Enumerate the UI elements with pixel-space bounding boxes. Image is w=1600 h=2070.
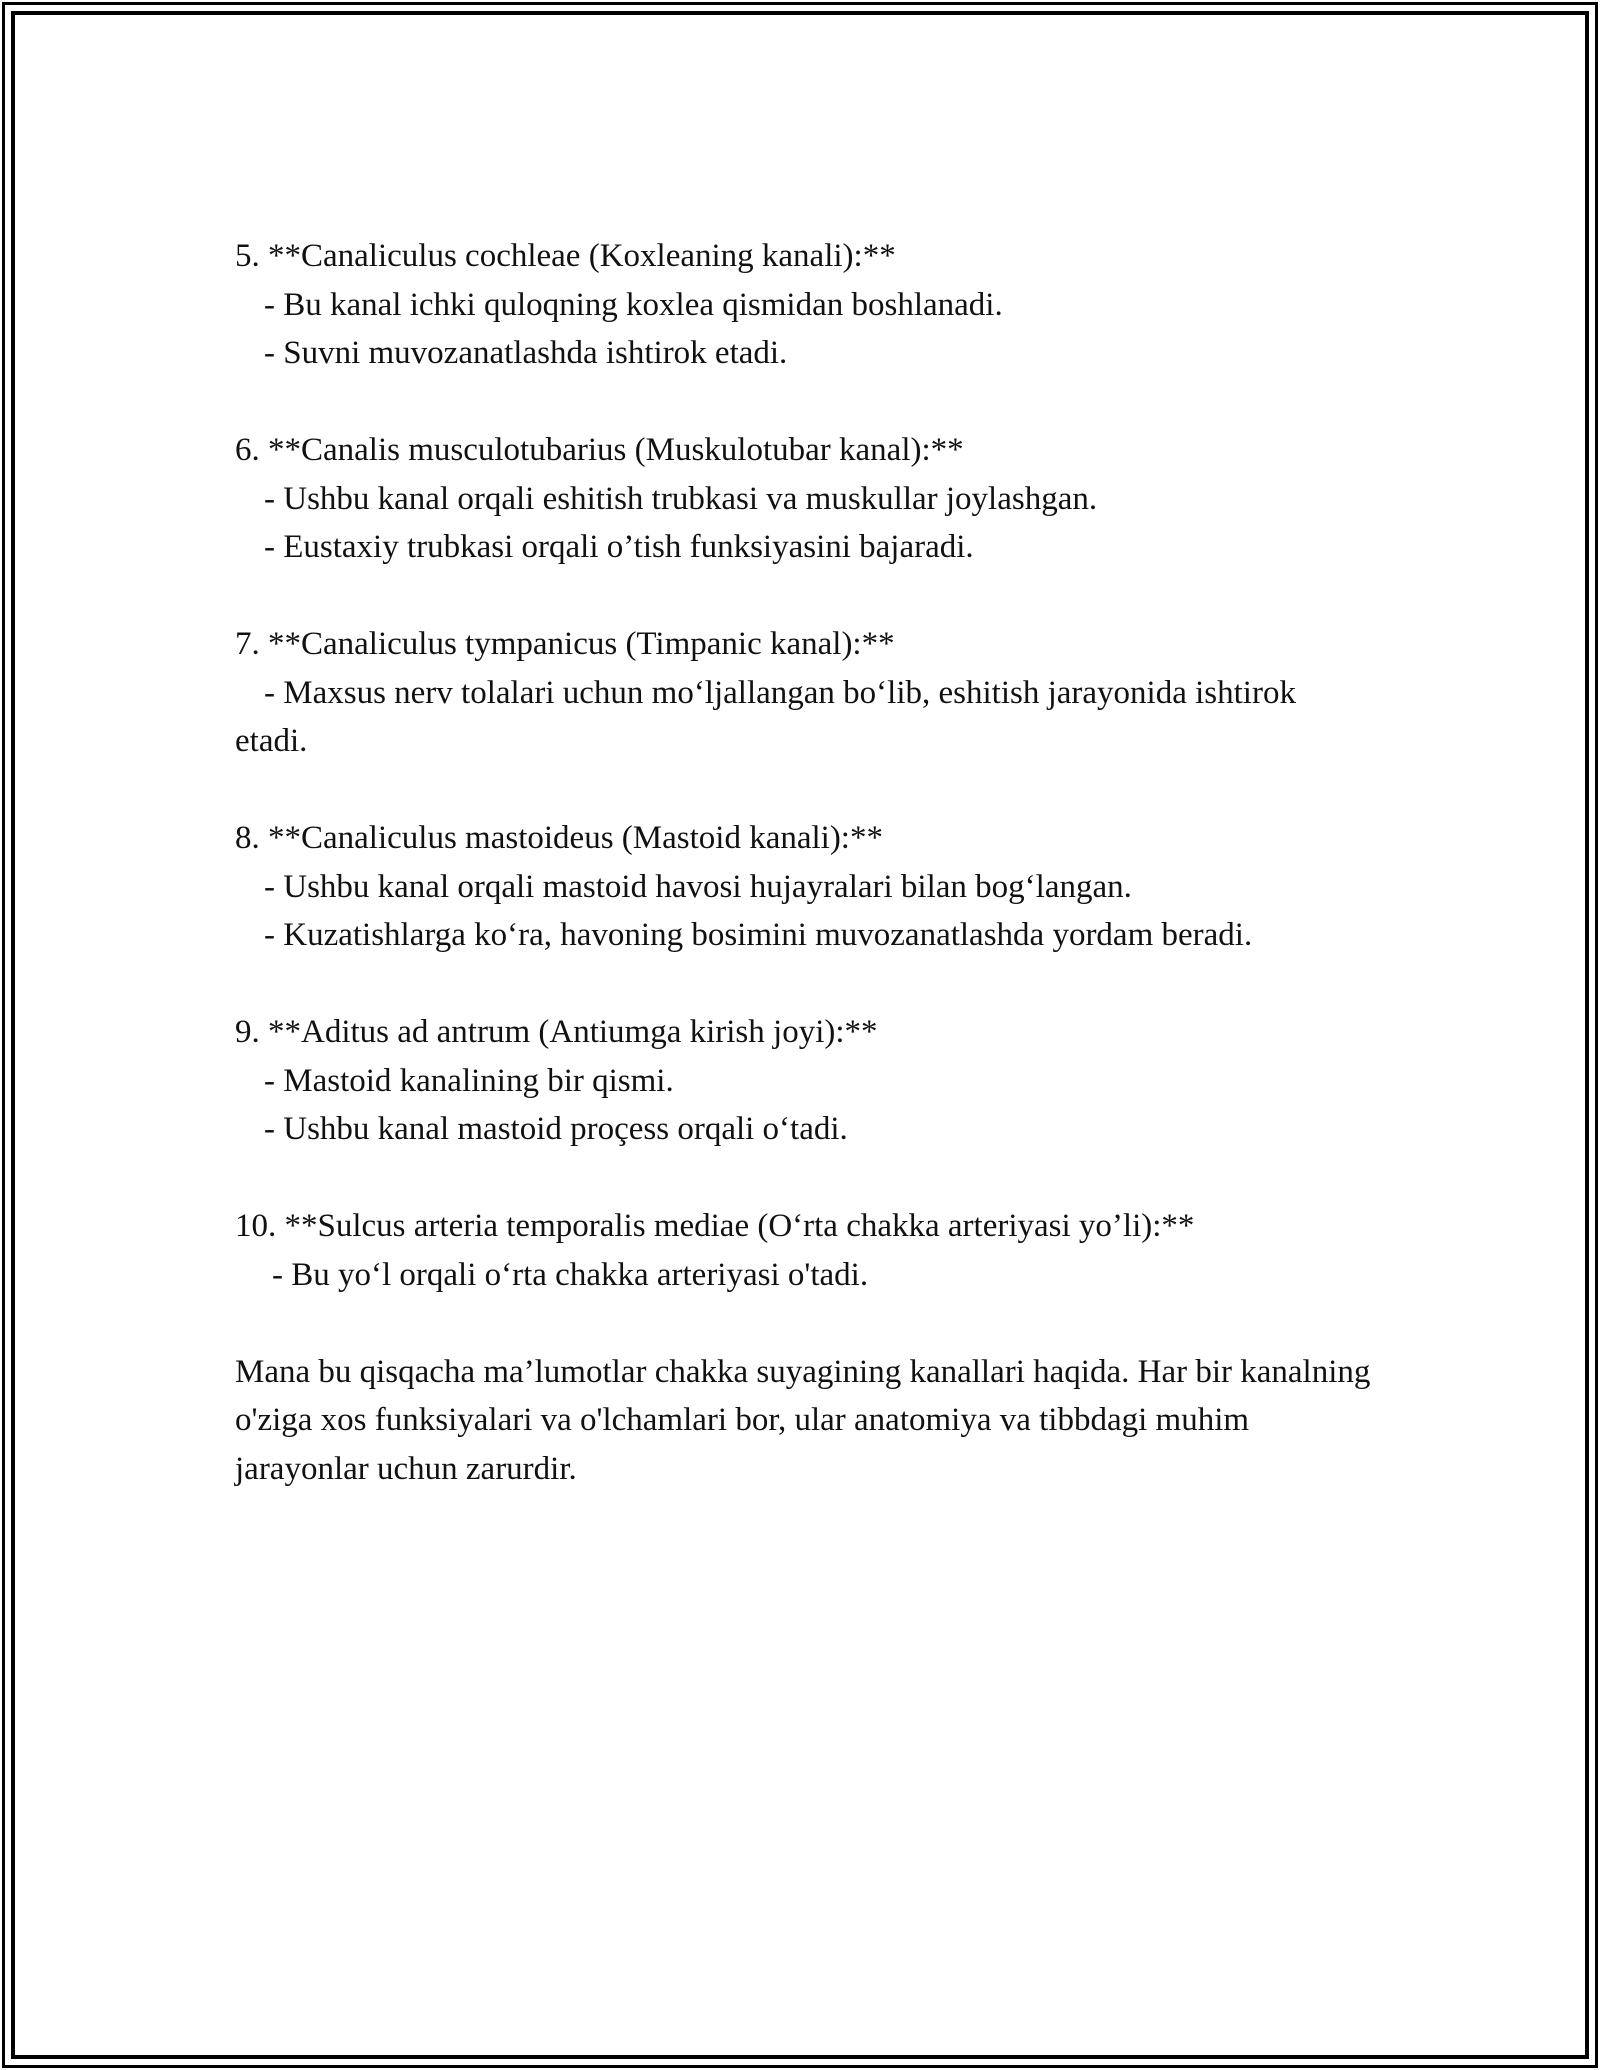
bullet-line: - Suvni muvozanatlashda ishtirok etadi.	[264, 335, 788, 371]
section-6	[235, 426, 1435, 572]
section-heading: 6. **Canalis musculotubarius (Muskulotubar kanal):**	[235, 432, 964, 468]
bullet-line: - Ushbu kanal mastoid proçess orqali o‘tadi.	[264, 1111, 848, 1147]
bullet-line: - Mastoid kanalining bir qismi.	[264, 1062, 674, 1099]
section-10	[235, 1202, 1435, 1299]
bullet-line: - Maxsus nerv tolalari uchun mo‘ljallangan bo‘lib, eshitish jarayonida ishtirok etadi.	[235, 674, 1296, 759]
section-9	[235, 1008, 1435, 1154]
section-7	[235, 620, 1435, 766]
section-heading: 8. **Canaliculus mastoideus (Mastoid kanali):**	[235, 820, 883, 856]
bullet-line: - Eustaxiy trubkasi orqali o’tish funksiyasini bajaradi.	[264, 529, 974, 565]
bullet-line: - Kuzatishlarga ko‘ra, havoning bosimini muvozanatlashda yordam beradi.	[264, 917, 1253, 953]
section-5	[235, 232, 1435, 378]
closing-paragraph: Mana bu qisqacha ma’lumotlar chakka suyagining kanallari haqida. Har bir kanalning o'ziga xos funksiyalari va o'lchamlari bor, ular anatomiya va tibbdagi muhim jarayonlar uchun zarurdir.	[235, 1353, 1371, 1487]
bullet-line: - Ushbu kanal orqali eshitish trubkasi va muskullar joylashgan.	[264, 480, 1098, 517]
bullet-line: - Bu yo‘l orqali o‘rta chakka arteriyasi o'tadi.	[272, 1256, 869, 1293]
document-body	[235, 232, 1435, 1493]
bullet-line: - Ushbu kanal orqali mastoid havosi hujayralari bilan bog‘langan.	[264, 868, 1132, 905]
section-heading: 9. **Aditus ad antrum (Antiumga kirish joyi):**	[235, 1014, 878, 1050]
section-heading: 10. **Sulcus arteria temporalis mediae (O‘rta chakka arteriyasi yo’li):**	[235, 1208, 1195, 1244]
bullet-line: - Bu kanal ichki quloqning koxlea qismidan boshlanadi.	[264, 286, 1003, 323]
section-heading: 5. **Canaliculus cochleae (Koxleaning kanali):**	[235, 238, 896, 274]
section-heading: 7. **Canaliculus tympanicus (Timpanic kanal):**	[235, 626, 895, 662]
section-8	[235, 814, 1435, 960]
